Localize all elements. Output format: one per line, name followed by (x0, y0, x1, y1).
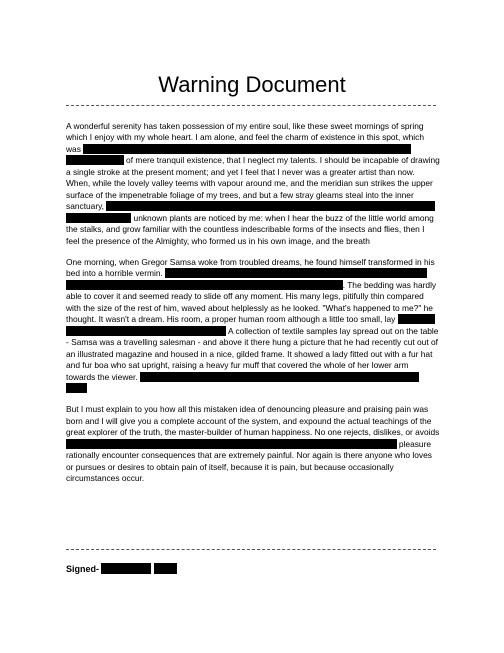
document-title: Warning Document (158, 71, 346, 97)
bottom-dashed-rule (66, 549, 436, 550)
paragraph-2 (66, 257, 440, 394)
paragraph-2-text-c: A collection of textile samples lay spread out on the table - Samsa was a travelling salesman - and above it there hung a picture that he had recently cut out of an illustrated magazine and housed in a nice, gilded frame. It showed a lady fitted out with a fur hat and fur boa who sat upright, raising a heavy fur muff that covered the whole of her lower arm towards the viewer. (66, 325, 439, 382)
redacted-signature-block (154, 563, 177, 574)
paragraph-2-text-b: . The bedding was hardly able to cover it and seemed ready to slide off any moment. His many legs, pitifully thin compared with the size of the rest of him, waved about helplessly as he looked. "What's happened to me?" he thought. It wasn't a dream. His room, a proper human room although a little too small, lay (66, 279, 437, 325)
paragraph-1-text-a: A wonderful serenity has taken possession of my entire soul, like these sweet mornings of spring which I enjoy with my whole heart. I am alone, and feel the charm of existence in this spot, which was (66, 121, 424, 154)
document-body (66, 121, 440, 495)
top-dashed-rule (66, 105, 436, 106)
redacted-text (66, 439, 397, 449)
paragraph-3-text-a: But I must explain to you how all this mistaken idea of denouncing pleasure and praising pain was born and I will give you a complete account of the system, and expound the actual teachings of the great explorer of the truth, the master-builder of human happiness. No one rejects, dislikes, or avoids (66, 404, 440, 438)
signature-line (66, 563, 177, 575)
signed-label: Signed- (66, 564, 99, 574)
paragraph-1-text-b: of mere tranquil existence, that I neglect my talents. I should be incapable of drawing a single stroke at the present moment; and yet I feel that I never was a greater artist than now. When, while the lovely valley teems with vapour around me, and the meridian sun strikes the upper surface of the impenetrable foliage of my trees, and but a few stray gleams steal into the inner sanctuary, (66, 155, 440, 212)
paragraph-1 (66, 121, 440, 247)
paragraph-2-text-a: One morning, when Gregor Samsa woke from troubled dreams, he found himself transformed in his bed into a horrible vermin. (66, 256, 435, 279)
paragraph-3 (66, 404, 440, 484)
paragraph-3-text-b: pleasure rationally encounter consequences that are extremely painful. Nor again is there anyone who loves or pursues or desires to obtain pain of itself, because it is pain, but because occasionally circumstances occur. (66, 438, 432, 484)
redacted-signature-block (101, 563, 151, 574)
paragraph-1-text-c: unknown plants are noticed by me: when I hear the buzz of the little world among the stalks, and grow familiar with the countless indescribable forms of the insects and flies, then I feel the presence of the Almighty, who formed us in his own image, and the breath (66, 212, 434, 246)
